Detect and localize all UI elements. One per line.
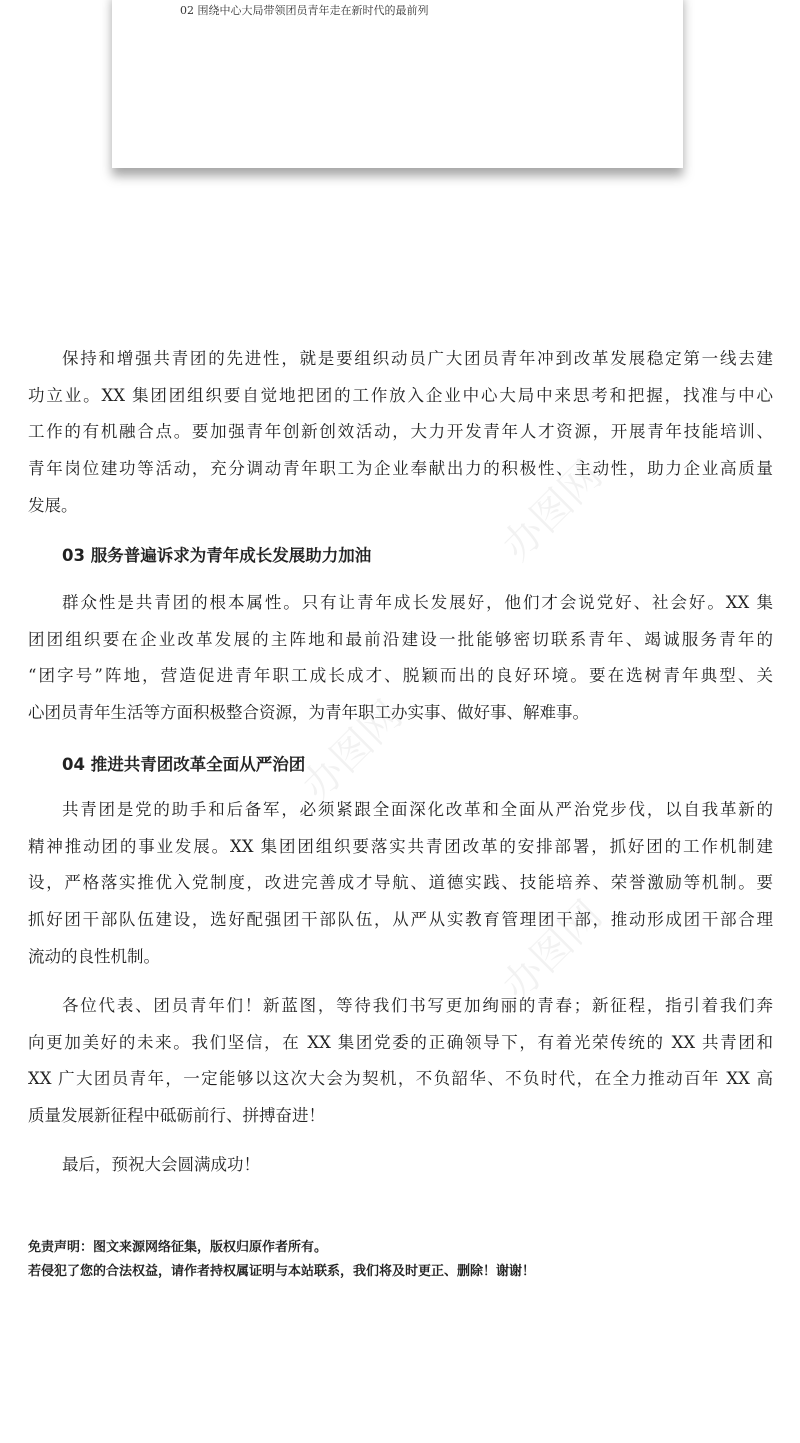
paragraph-line: XX 广大团员青年，一定能够以这次大会为契机，不负韶华、不负时代，在全力推动百年 XX 高 (28, 1069, 773, 1089)
disclaimer (28, 1236, 535, 1284)
paragraph-1 (28, 341, 773, 524)
watermark: 办图网 (493, 892, 612, 1010)
paragraph-line: 心团员青年生活等方面积极整合资源，为青年职工办实事、做好事、解难事。 (28, 703, 589, 723)
paragraph-line: 功立业。XX 集团团组织要自觉地把团的工作放入企业中心大局中来思考和把握，找准与中心 (28, 385, 773, 405)
paragraph-line: 团团组织要在企业改革发展的主阵地和最前沿建设一批能够密切联系青年、竭诚服务青年的 (28, 629, 773, 649)
paragraph-4 (28, 988, 773, 1135)
paragraph-line: 最后，预祝大会圆满成功！ (62, 1155, 260, 1174)
paragraph-line: 工作的有机融合点。要加强青年创新创效活动，大力开发青年人才资源，开展青年技能培训、 (28, 422, 773, 442)
paragraph-line: 群众性是共青团的根本属性。只有让青年成长发展好，他们才会说党好、社会好。XX 集 (62, 593, 773, 612)
disclaimer-line: 若侵犯了您的合法权益，请作者持权属证明与本站联系，我们将及时更正、删除！谢谢！ (28, 1264, 536, 1279)
paragraph-line: 向更加美好的未来。我们坚信，在 XX 集团党委的正确领导下，有着光荣传统的 XX 共青团和 (28, 1032, 773, 1052)
paragraph-line: 精神推动团的事业发展。XX 集团团组织要落实共青团改革的安排部署，抓好团的工作机制建 (28, 836, 773, 856)
paragraph-2 (28, 585, 773, 732)
section-heading-04: 04 推进共青团改革全面从严治团 (62, 755, 306, 774)
paragraph-3 (28, 792, 773, 975)
paragraph-line: 青年岗位建功等活动，充分调动青年职工为企业奉献出力的积极性、主动性，助力企业高质量 (28, 459, 773, 479)
paragraph-line: 质量发展新征程中砥砺前行、拼搏奋进！ (28, 1106, 325, 1126)
paragraph-line: 各位代表、团员青年们！新蓝图，等待我们书写更加绚丽的青春；新征程，指引着我们奔 (62, 996, 773, 1015)
section-heading-03: 03 服务普遍诉求为青年成长发展助力加油 (62, 546, 372, 565)
watermark: 办图网 (493, 452, 612, 570)
paragraph-line: 设，严格落实推优入党制度，改进完善成才导航、道德实践、技能培养、荣誉激励等机制。要 (28, 873, 773, 893)
paragraph-line: 发展。 (28, 495, 78, 515)
paragraph-line: 流动的良性机制。 (28, 946, 160, 966)
paragraph-line: “团字号”阵地，营造促进青年职工成长成才、脱颖而出的良好环境。要在选树青年典型、关 (28, 666, 773, 686)
paragraph-line: 共青团是党的助手和后备军，必须紧跟全面深化改革和全面从严治党步伐，以自我革新的 (62, 800, 773, 819)
disclaimer-line: 免责声明：图文来源网络征集，版权归原作者所有。 (28, 1240, 328, 1255)
closing-paragraph (28, 1147, 773, 1184)
document-preview-card (112, 0, 683, 168)
watermark: 办图网 (293, 692, 412, 810)
paragraph-line: 抓好团干部队伍建设，选好配强团干部队伍，从严从实教育管理团干部，推动形成团干部合理 (28, 910, 773, 930)
card-subtitle: 02 围绕中心大局带领团员青年走在新时代的最前列 (180, 4, 429, 17)
paragraph-line: 保持和增强共青团的先进性，就是要组织动员广大团员青年冲到改革发展稳定第一线去建 (62, 349, 773, 368)
